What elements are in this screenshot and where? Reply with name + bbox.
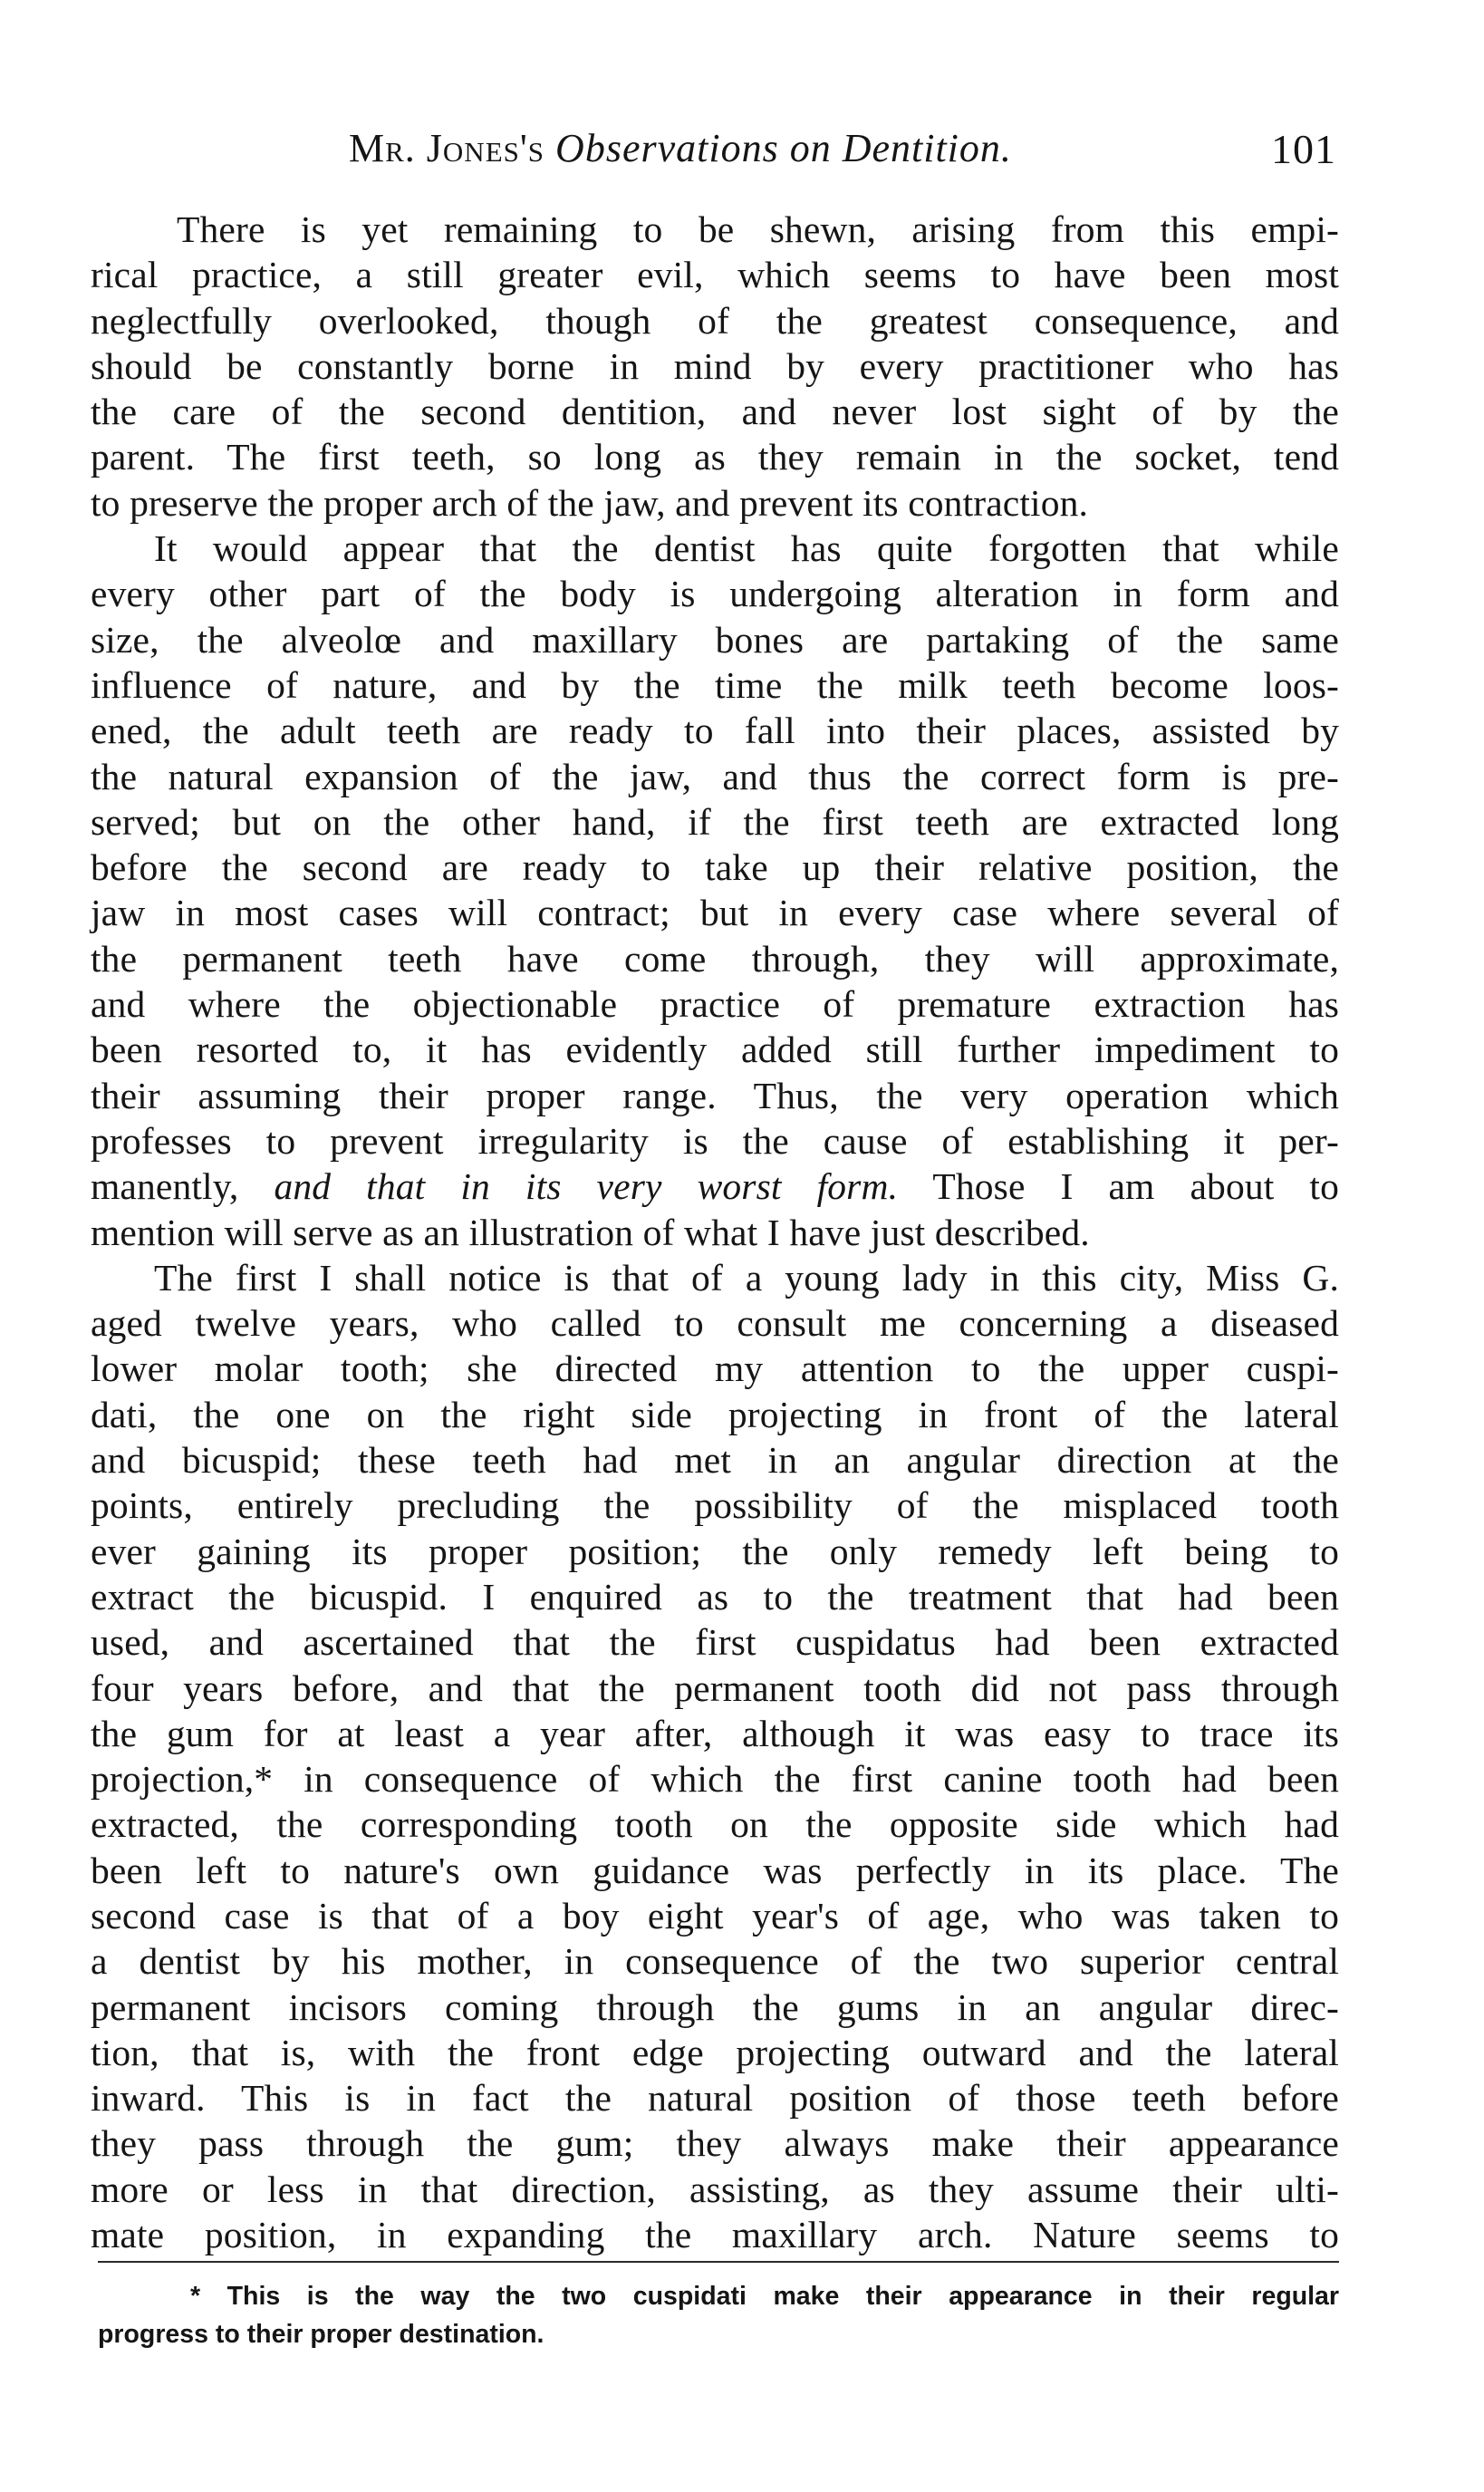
text-line-with-italic [91,1164,1339,1209]
text-line: the care of the second dentition, and never lost sight of by the [91,391,1339,433]
text-line: and bicuspid; these teeth had met in an angular direction at the [91,1439,1339,1482]
text-line: before the second are ready to take up their relative position, the [91,846,1339,889]
text-line: dati, the one on the right side projecting in front of the lateral [91,1393,1339,1435]
text-line: projection,* in consequence of which the first canine tooth had been [91,1758,1339,1801]
text-line: should be constantly borne in mind by every practitioner who has [91,344,1339,387]
page-number: 101 [1271,126,1336,172]
text-line: extract the bicuspid. I enquired as to the treatment that had been [91,1575,1339,1618]
text-line: inward. This is in fact the natural position of those teeth before [91,2077,1339,2120]
text-line: aged twelve years, who called to consult me concerning a diseased [91,1302,1339,1345]
text-line: and where the objectionable practice of premature extraction has [91,983,1339,1026]
text-line: influence of nature, and by the time the milk teeth become loos- [91,663,1339,706]
text-line: the permanent teeth have come through, they will approximate, [91,937,1339,980]
text-line: points, entirely precluding the possibility of the misplaced tooth [91,1484,1339,1527]
footnote-line: * This is the way the two cuspidati make their appearance in their regular [190,2282,1339,2311]
text-line: to preserve the proper arch of the jaw, and prevent its contraction. [91,481,1089,524]
text-line: been resorted to, it has evidently added still further impediment to [91,1029,1339,1071]
running-head-italic-title: Observations on Dentition. [555,126,1012,170]
text-line: size, the alveolœ and maxillary bones are partaking of the same [91,618,1339,661]
text-line: lower molar tooth; she directed my attention to the upper cuspi- [91,1347,1339,1390]
footnote [98,2277,1339,2353]
text-line: four years before, and that the permanent tooth did not pass through [91,1666,1339,1709]
text-line: ened, the adult teeth are ready to fall into their places, assisted by [91,710,1339,752]
text-line: mate position, in expanding the maxillary arch. Nature seems to [91,2214,1339,2256]
text-line: served; but on the other hand, if the first teeth are extracted long [91,800,1339,843]
text-line: more or less in that direction, assisting, as they assume their ulti- [91,2168,1339,2210]
text-line: The first I shall notice is that of a young lady in this city, Miss G. [154,1256,1339,1299]
italic-emphasis: and that in its very worst form. [274,1165,899,1208]
text-line: permanent incisors coming through the gums in an angular direc- [91,1985,1339,2028]
text-line: It would appear that the dentist has quite forgotten that while [154,527,1339,570]
text-line: every other part of the body is undergoing alteration in form and [91,573,1339,615]
text-line: parent. The first teeth, so long as they remain in the socket, tend [91,436,1339,478]
footnote-line: progress to their proper destination. [98,2320,544,2349]
body-text [91,207,1339,2257]
text-line: the natural expansion of the jaw, and thus the correct form is pre- [91,755,1339,797]
text-line: they pass through the gum; they always make their appearance [91,2122,1339,2165]
text-line: the gum for at least a year after, although it was easy to trace its [91,1712,1339,1754]
text-line: ever gaining its proper position; the only remedy left being to [91,1530,1339,1572]
text-line: been left to nature's own guidance was perfectly in its place. The [91,1849,1339,1891]
text-line: There is yet remaining to be shewn, arising from this empi- [177,208,1339,250]
text-line: tion, that is, with the front edge projecting outward and the lateral [91,2031,1339,2073]
text-line: neglectfully overlooked, though of the greatest consequence, and [91,299,1339,342]
text-line: professes to prevent irregularity is the cause of establishing it per- [91,1119,1339,1162]
text-line: a dentist by his mother, in consequence of the two superior central [91,1940,1339,1983]
text-line: used, and ascertained that the first cuspidatus had been extracted [91,1621,1339,1664]
running-head-title [349,125,1012,171]
footnote-rule [98,2261,1339,2263]
text-span: Those I am about to [898,1165,1340,1208]
text-line: their assuming their proper range. Thus, the very operation which [91,1074,1339,1116]
text-line: rical practice, a still greater evil, which seems to have been most [91,254,1339,296]
running-head-author: Mr. Jones's [349,126,545,170]
text-line: second case is that of a boy eight year's of age, who was taken to [91,1894,1339,1937]
text-line: mention will serve as an illustration of what I have just described. [91,1211,1090,1253]
text-line: jaw in most cases will contract; but in every case where several of [91,892,1339,934]
text-line: extracted, the corresponding tooth on the opposite side which had [91,1803,1339,1846]
text-span: manently, [91,1165,275,1208]
running-head [349,125,1336,188]
